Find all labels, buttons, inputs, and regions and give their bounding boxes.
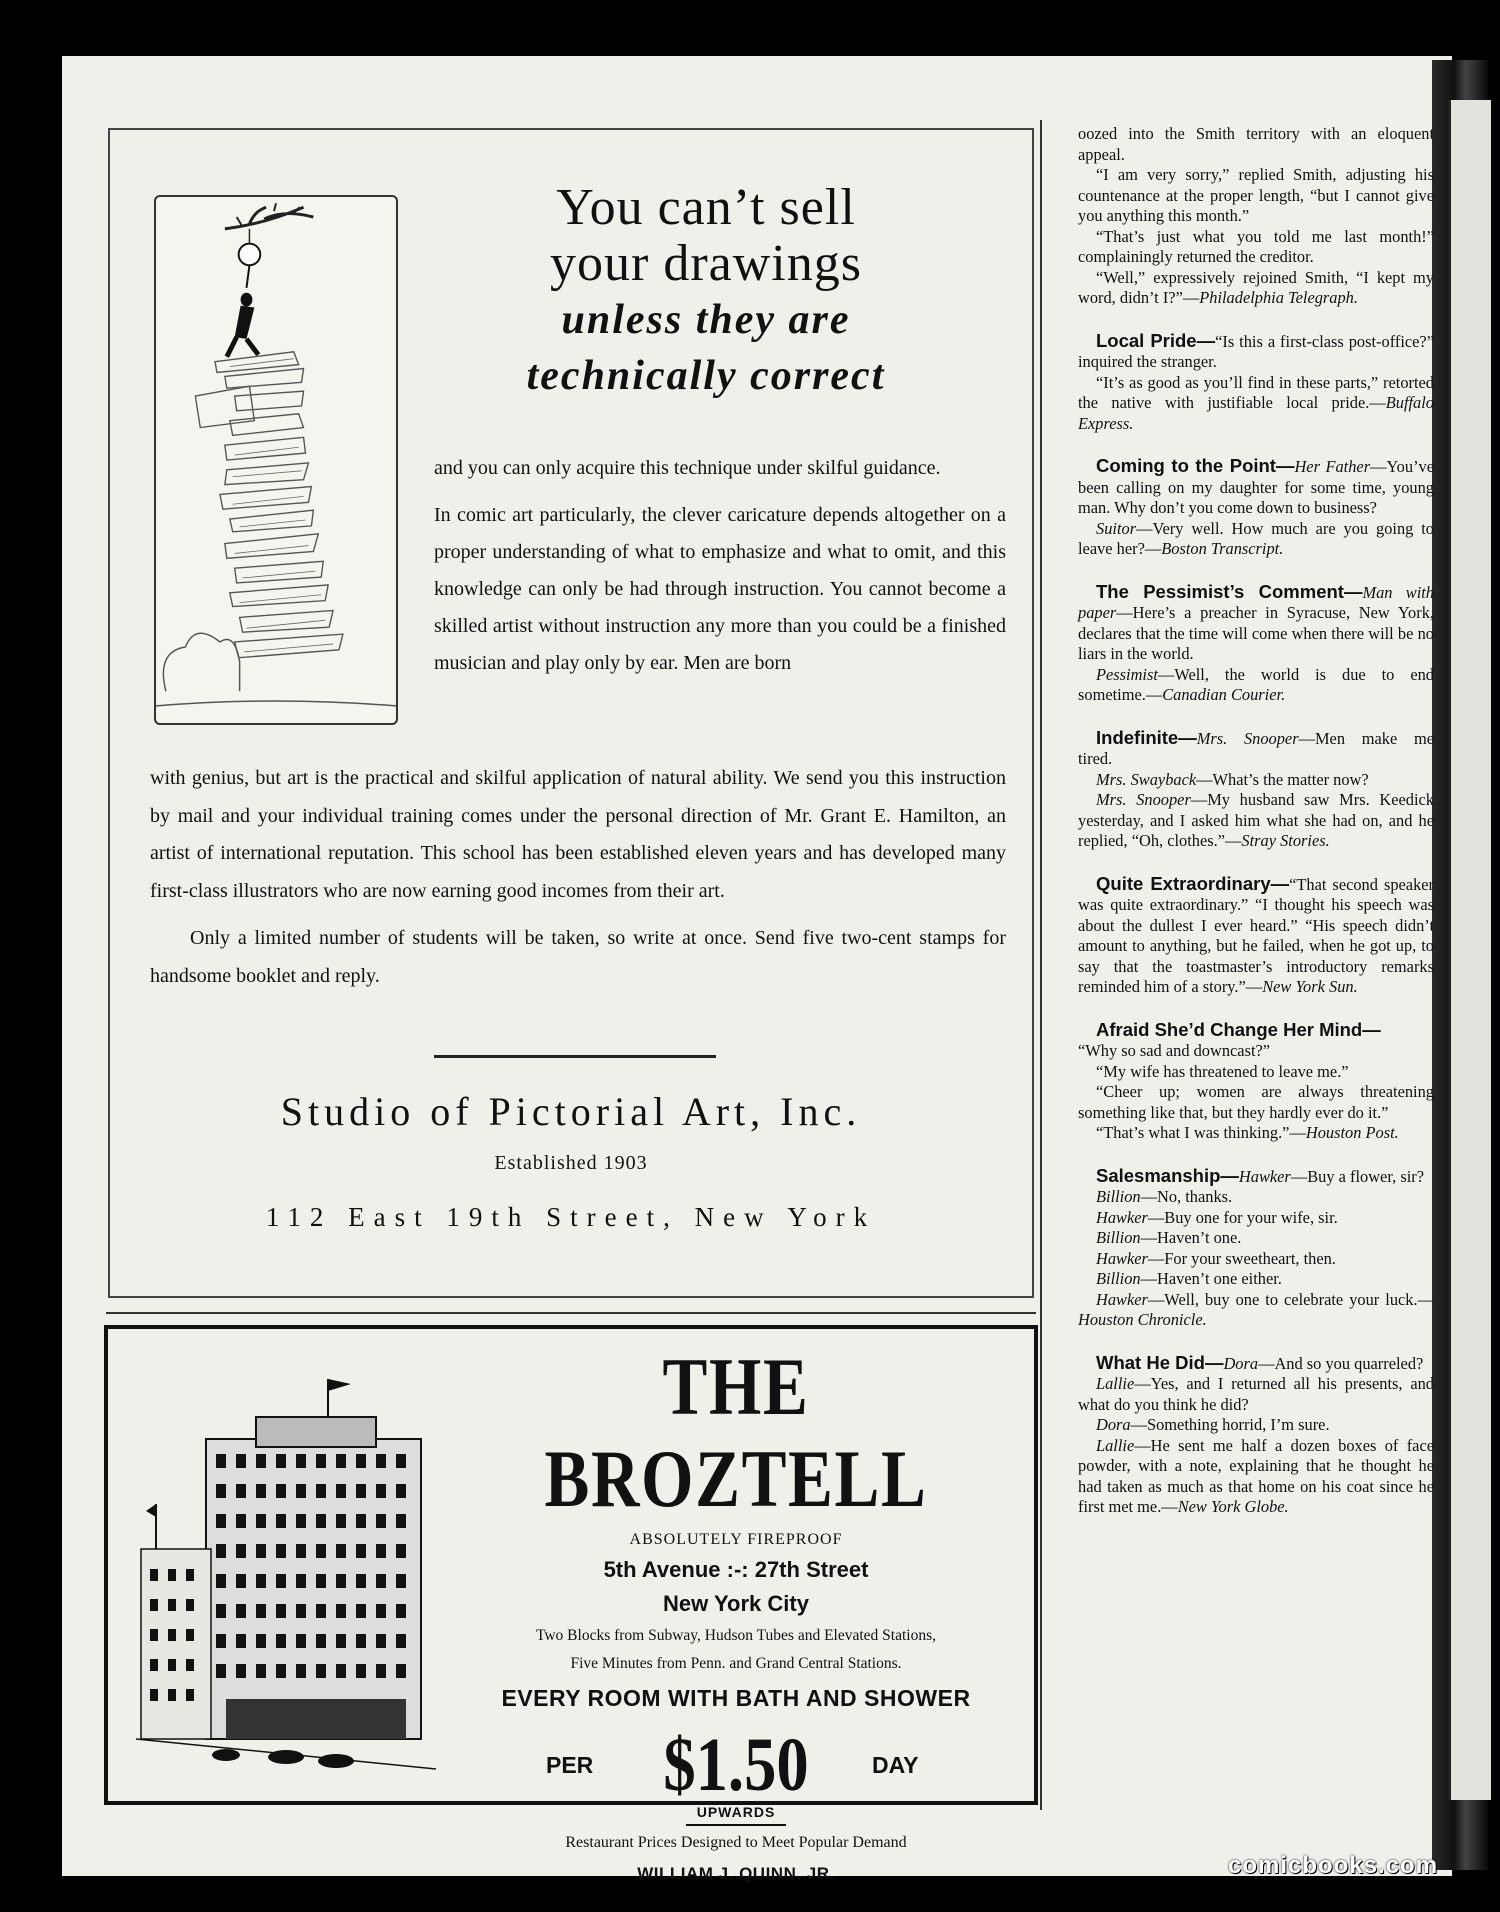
joke-text: Indefinite—Mrs. Snooper—Men make me tired. (1078, 726, 1434, 768)
joke-coming-to-the-point (1078, 456, 1434, 560)
price-upwards: UPWARDS (696, 1804, 776, 1820)
joke-text: What He Did—Dora—And so you quarreled? (1096, 1351, 1424, 1373)
joke-text: “That’s what I was thinking.”—Houston Post. (1096, 1123, 1399, 1142)
ad-paragraph-1: and you can only acquire this technique under skilful guidance. (434, 457, 941, 479)
joke-title: What He Did— (1096, 1351, 1224, 1373)
joke-text: “Cheer up; women are always threatening something like that, but they hardly ever do it.” (1078, 1082, 1434, 1122)
headline-line-1: You can’t sell (556, 179, 856, 236)
joke-text: “I am very sorry,” replied Smith, adjusting his countenance at the proper length, “but I cannot give you anything this month.” (1078, 165, 1434, 225)
joke-text: Pessimist—Well, the world is due to end sometime.—Canadian Courier. (1078, 664, 1434, 704)
joke-text: Salesmanship—Hawker—Buy a flower, sir? (1096, 1164, 1424, 1186)
joke-title: Coming to the Point— (1096, 455, 1295, 476)
joke-text: Local Pride—“Is this a first-class post-office?” inquired the stranger. (1078, 329, 1434, 371)
joke-intro (1078, 124, 1434, 309)
joke-text: The Pessimist’s Comment—Man with paper—Here’s a preacher in Syracuse, New York, declares that the time will come when there will be no liars in the world. (1078, 580, 1434, 663)
joke-title: The Pessimist’s Comment— (1096, 580, 1363, 602)
joke-afraid-shed-change (1078, 1020, 1434, 1144)
joke-text: Mrs. Snooper—My husband saw Mrs. Keedick yesterday, and I asked him what she had on, and he replied, “Oh, clothes.”—Stray Stories. (1078, 790, 1434, 850)
hotel-price-row (438, 1722, 1034, 1807)
jokes-column (1078, 124, 1434, 1540)
man-on-drawings-icon (156, 197, 396, 723)
hotel-address-line-1: 5th Avenue :-: 27th Street (603, 1557, 869, 1582)
headline-line-4: technically correct (526, 353, 886, 399)
joke-pessimists-comment (1078, 582, 1434, 706)
column-rule (1040, 120, 1042, 1810)
joke-text: “My wife has threatened to leave me.” (1096, 1061, 1349, 1081)
joke-source: Houston Post. (1305, 1123, 1399, 1142)
studio-established: Established 1903 (494, 1152, 648, 1174)
ad-paragraph-2-part-2: with genius, but art is the practical and skilful application of natural ability. We send you this instruction by mail and your individual training comes under the personal direction of Mr. Grant E. Hamilton, an artist of international reputation. This school has been established eleven years and has developed many first-class illustrators who are now earning good incomes from their art. (150, 767, 1006, 902)
joke-text: Lallie—Yes, and I returned all his presents, and what do you think he did? (1078, 1374, 1434, 1414)
joke-title: Quite Extraordinary— (1096, 872, 1290, 894)
joke-text: Suitor—Very well. How much are you going to leave her?—Boston Transcript. (1078, 518, 1434, 558)
joke-source: New York Globe. (1177, 1497, 1289, 1516)
joke-text: Billion—Haven’t one either. (1096, 1269, 1282, 1288)
joke-salesmanship (1078, 1166, 1434, 1331)
joke-quite-extraordinary (1078, 874, 1434, 998)
ad-body-full (150, 760, 1006, 1005)
joke-text: “Well,” expressively rejoined Smith, “I kept my word, didn’t I?”—Philadelphia Telegraph. (1078, 267, 1434, 307)
ad-paragraph-3: Only a limited number of students will be taken, so write at once. Send five two-cent stamps for handsome booklet and reply. (150, 927, 1006, 987)
joke-text: Dora—Something horrid, I’m sure. (1096, 1415, 1330, 1434)
hotel-name: THE BROZTELL (544, 1341, 928, 1524)
hotel-ad-text (438, 1341, 1034, 1884)
hotel-note-line-1: Two Blocks from Subway, Hudson Tubes and Elevated Stations, (535, 1627, 937, 1644)
joke-source: New York Sun. (1262, 977, 1358, 996)
studio-name: Studio of Pictorial Art, Inc. (280, 1089, 862, 1134)
joke-text: Hawker—Buy one for your wife, sir. (1096, 1207, 1338, 1227)
joke-title: Local Pride— (1096, 329, 1216, 351)
joke-source: Buffalo Express. (1078, 393, 1434, 433)
joke-text: Mrs. Swayback—What’s the matter now? (1096, 769, 1369, 789)
joke-text: Hawker—For your sweetheart, then. (1096, 1248, 1336, 1268)
joke-source: Philadelphia Telegraph. (1199, 288, 1358, 307)
next-page-edge (1448, 100, 1491, 1800)
joke-text: Coming to the Point—Her Father—You’ve been calling on my daughter for some time, young man. Why don’t you come down to business? (1078, 455, 1434, 517)
watermark-logo: comicbooks.com (1228, 1852, 1439, 1879)
joke-text: Quite Extraordinary—“That second speaker was quite extraordinary.” “I thought his speech was about the dullest I ever heard.” “His speech didn’t amount to anything, but he failed, when he got up, to say that the toastmaster’s introductory remarks reminded him of a story.”—New York Sun. (1078, 872, 1435, 996)
joke-text: Billion—Haven’t one. (1096, 1228, 1242, 1247)
joke-source: Boston Transcript. (1161, 539, 1284, 558)
joke-text: Hawker—Well, buy one to celebrate your luck.—Houston Chronicle. (1078, 1289, 1434, 1329)
ad-divider (434, 1055, 716, 1058)
joke-indefinite (1078, 728, 1434, 852)
joke-what-he-did (1078, 1353, 1434, 1518)
ad-paragraph-2-part-1: In comic art particularly, the clever caricature depends altogether on a proper understanding of what to emphasize and what to omit, and this knowledge can only be had through instruction. You cannot become a skilled artist without instruction any more than you could be a finished musician and play only by ear. Men are born (434, 504, 1006, 674)
joke-text: “Why so sad and downcast?” (1078, 1041, 1271, 1060)
hotel-note-line-2: Five Minutes from Penn. and Grand Central Stations. (570, 1655, 902, 1672)
ad-body-indented (434, 450, 1006, 692)
joke-text: oozed into the Smith territory with an eloquent appeal. (1078, 124, 1434, 164)
joke-text: Billion—No, thanks. (1096, 1187, 1233, 1206)
ad-headline (428, 180, 984, 404)
joke-local-pride (1078, 331, 1434, 435)
price-rule (686, 1824, 786, 1826)
joke-title: Afraid She’d Change Her Mind— (1096, 1018, 1381, 1040)
price-per: PER (546, 1752, 594, 1778)
joke-title-line (1078, 1020, 1434, 1042)
joke-source: Canadian Courier. (1162, 685, 1286, 704)
joke-title: Salesmanship— (1096, 1164, 1239, 1186)
cartoon-illustration (154, 195, 398, 725)
hotel-fireproof: ABSOLUTELY FIREPROOF (629, 1531, 843, 1548)
hotel-manager: WILLIAM J. QUINN, JR. (637, 1864, 835, 1883)
joke-source: Stray Stories. (1241, 831, 1330, 850)
hotel-every-room: EVERY ROOM WITH BATH AND SHOWER (501, 1685, 971, 1711)
price-day: DAY (872, 1752, 919, 1778)
studio-address: 112 East 19th Street, New York (265, 1202, 877, 1232)
joke-source: Houston Chronicle. (1078, 1310, 1207, 1329)
headline-line-3: unless they are (561, 297, 851, 343)
headline-line-2: your drawings (550, 235, 862, 292)
studio-ad (108, 128, 1034, 1298)
joke-text: Lallie—He sent me half a dozen boxes of face powder, with a note, explaining that he thought he had taken as much as that home on his coat since he first met me.—New York Globe. (1078, 1435, 1434, 1516)
hotel-ad (104, 1325, 1038, 1883)
joke-text: “That’s just what you told me last month!” complainingly returned the creditor. (1078, 226, 1434, 266)
hotel-price: $1.50 (663, 1723, 809, 1807)
hotel-address-line-2: New York City (663, 1591, 809, 1616)
joke-title: Indefinite— (1096, 726, 1197, 748)
hotel-restaurant: Restaurant Prices Designed to Meet Popular Demand (565, 1834, 907, 1851)
ad-separator-line (106, 1312, 1036, 1314)
hotel-building-icon (136, 1359, 436, 1779)
joke-text: “It’s as good as you’ll find in these parts,” retorted the native with justifiable local pride.—Buffalo Express. (1078, 372, 1434, 433)
